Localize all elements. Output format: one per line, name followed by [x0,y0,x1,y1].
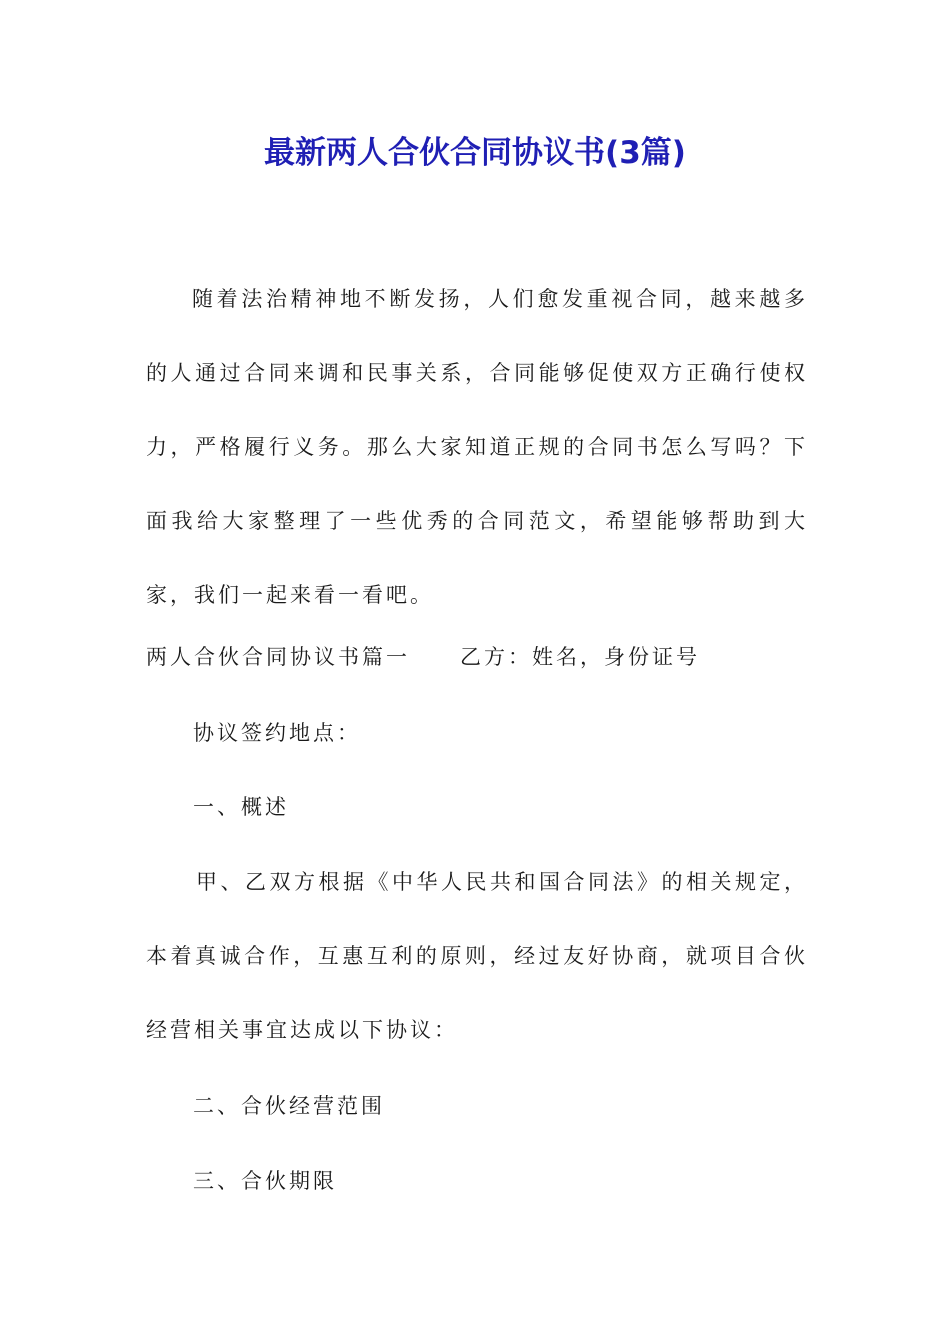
party-b-line: 乙方：姓名，身份证号 [460,645,700,669]
item-1-heading: 一、概述 [193,795,289,819]
item-2-heading: 二、合伙经营范围 [193,1094,385,1118]
intro-paragraph: 随着法治精神地不断发扬，人们愈发重视合同，越来越多的人通过合同来调和民事关系，合同能够促使双方正确行使权力，严格履行义务。那么大家知道正规的合同书怎么写吗？下面我给大家整理了一些优秀的合同范文，希望能够帮助到大家，我们一起来看一看吧。 [146,287,808,607]
signing-place-line: 协议签约地点： [193,721,361,745]
item-3-heading: 三、合伙期限 [193,1169,337,1193]
section-heading: 两人合伙合同协议书篇一 [146,645,410,669]
document-title: 最新两人合伙合同协议书(3篇) [264,135,686,171]
item-1-body: 甲、乙双方根据《中华人民共和国合同法》的相关规定，本着真诚合作，互惠互利的原则，经过友好协商，就项目合伙经营相关事宜达成以下协议： [146,870,808,1042]
